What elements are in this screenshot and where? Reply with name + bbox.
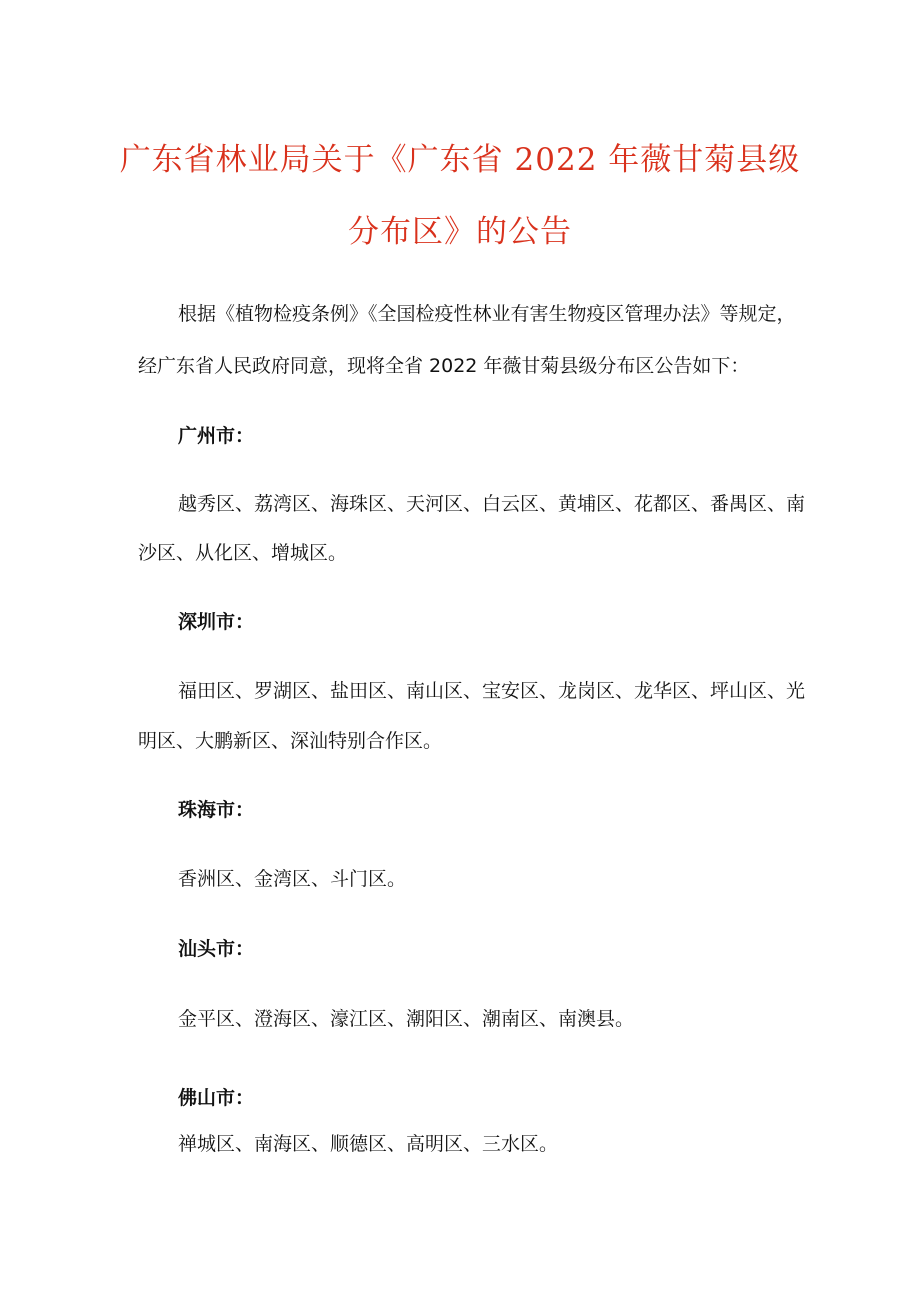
intro-paragraph-line-1: 根据《植物检疫条例》《全国检疫性林业有害生物疫区管理办法》等规定， (178, 303, 796, 325)
district-list-shantou: 金平区、澄海区、濠江区、潮阳区、潮南区、南澳县。 (178, 1008, 635, 1030)
document-title-line-1: 广东省林业局关于《广东省 2022 年薇甘菊县级 (119, 142, 801, 178)
city-heading-zhuhai: 珠海市： (178, 799, 255, 821)
city-heading-foshan: 佛山市： (178, 1087, 255, 1109)
district-list-zhuhai: 香洲区、金湾区、斗门区。 (178, 868, 407, 890)
district-list-foshan: 禅城区、南海区、顺德区、高明区、三水区。 (178, 1133, 559, 1155)
district-list-shenzhen-line-2: 明区、大鹏新区、深汕特别合作区。 (138, 730, 443, 752)
district-list-guangzhou-line-2: 沙区、从化区、增城区。 (138, 542, 348, 564)
document-title-line-2: 分布区》的公告 (348, 214, 572, 250)
city-heading-shantou: 汕头市： (178, 938, 255, 960)
district-list-shenzhen-line-1: 福田区、罗湖区、盐田区、南山区、宝安区、龙岗区、龙华区、坪山区、光 (178, 680, 806, 702)
city-heading-guangzhou: 广州市： (178, 425, 255, 447)
intro-paragraph-line-2: 经广东省人民政府同意，现将全省 2022 年薇甘菊县级分布区公告如下： (138, 355, 750, 377)
city-heading-shenzhen: 深圳市： (178, 611, 255, 633)
district-list-guangzhou-line-1: 越秀区、荔湾区、海珠区、天河区、白云区、黄埔区、花都区、番禺区、南 (178, 493, 806, 515)
